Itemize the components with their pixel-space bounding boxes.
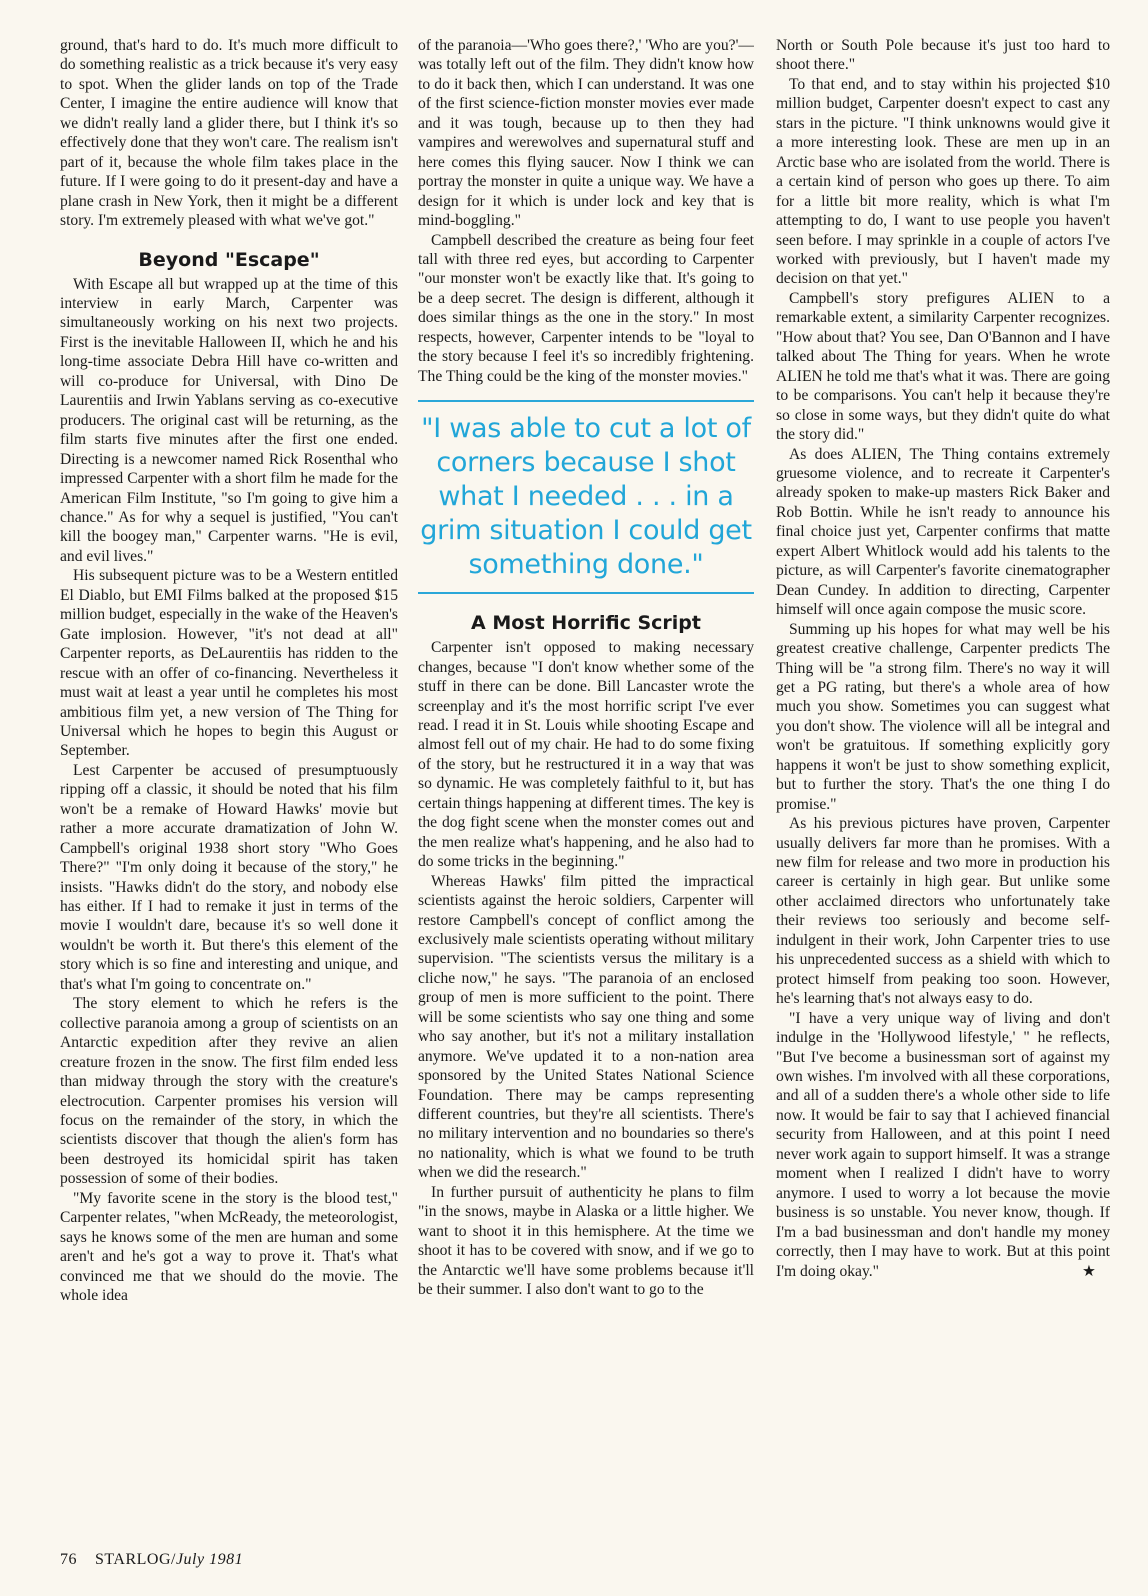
end-mark-star-icon: ★	[1082, 1262, 1096, 1280]
page-footer: 76 STARLOG/July 1981	[60, 1551, 244, 1568]
article-paragraph: As does ALIEN, The Thing contains extremely gruesome violence, and to recreate it Carpenter's already spoken to make-up masters Rick Baker and Rob Bottin. While he isn't ready to announce his final choice just yet, Carpenter confirms that matte expert Albert Whitlock would add his talents to the picture, as will Carpenter's favorite cinematographer Dean Cundey. In addition to directing, Carpenter himself will once again compose the music score.	[776, 445, 1110, 619]
article-paragraph: North or South Pole because it's just too hard to shoot there."	[776, 37, 1110, 74]
article-paragraph: As his previous pictures have proven, Carpenter usually delivers far more than he promises. With a new film for release and two more in production his career is certainly in high gear. But unlike some other acclaimed directors who unfortunately take their reviews too seriously and become self-indulgent in their work, John Carpenter tries to use his unprecedented success as a shield with which to protect himself from peaking too soon. However, he's learning that's not always easy to do.	[776, 815, 1110, 1008]
article-paragraph: To that end, and to stay within his projected $10 million budget, Carpenter doesn't expect to cast any stars in the picture. "I think unknowns would give it a more interesting look. These are men up in an Arctic base who are isolated from the world. There is a certain kind of person who goes up there. To aim for a little bit more reality, which is what I'm attempting to do, I want to use people you haven't seen before. I may sprinkle in a couple of actors I've worked with previously, but I haven't made my decision on that yet."	[776, 75, 1110, 288]
article-paragraph: With Escape all but wrapped up at the time of this interview in early March, Carpenter was simultaneously working on his next two projects. First is the inevitable Halloween II, which he and his long-time associate Debra Hill have co-written and will co-produce for Universal, with Dino De Laurentiis and Irwin Yablans serving as co-executive producers. The original cast will be returning, as the film starts five minutes after the first one ended. Directing is a newcomer named Rick Rosenthal who impressed Carpenter with a short film he made for the American Film Institute, "so I'm going to give him a chance." As for why a sequel is justified, "You can't kill the boogey man," Carpenter warns. "He is evil, and evil lives."	[60, 275, 398, 565]
article-paragraph: ground, that's hard to do. It's much more difficult to do something realistic as a trick because it's very easy to spot. When the glider lands on top of the Trade Center, I imagine the entire audience will know that we didn't really land a glider there, but I think it's so effectively done that they won't care. The realism isn't part of it, because the whole film takes place in the future. If I were going to do it present-day and have a plane crash in New York, then it might be a different story. I'm extremely pleased with what we've got."	[60, 37, 398, 230]
column-3	[776, 36, 1110, 1536]
pull-quote: "I was able to cut a lot of corners because I shot what I needed . . . in a grim situation I could get something done."	[418, 400, 754, 594]
article-paragraph-last	[776, 1009, 1110, 1281]
issue-date: July 1981	[175, 1551, 244, 1568]
subheading-horrific-script: A Most Horrific Script	[471, 612, 701, 635]
column-1	[60, 36, 398, 1536]
article-paragraph: "My favorite scene in the story is the blood test," Carpenter relates, "when McReady, the meteorologist, says he knows some of the men are human and some aren't and he's got a way to prove it. That's what convinced me that we should do the movie. The whole idea	[60, 1189, 398, 1305]
page-number: 76	[60, 1551, 77, 1568]
magazine-name: STARLOG	[95, 1551, 171, 1568]
article-paragraph: Campbell's story prefigures ALIEN to a remarkable extent, a similarity Carpenter recognizes. "How about that? You see, Dan O'Bannon and I have talked about The Thing for years. When he wrote ALIEN he told me that's what it was. There are going to be comparisons. You can't help it because they're so close in some ways, but they didn't quite do what the story did."	[776, 289, 1110, 444]
article-paragraph: Carpenter isn't opposed to making necessary changes, because "I don't know whether some of the stuff in there can be done. Bill Lancaster wrote the screenplay and it's the most horrific script I've ever read. I read it in St. Louis while shooting Escape and almost fell out of my chair. He had to do some fixing of the story, but he restructured it in a way that was so dynamic. He was completely faithful to it, but has certain things happening at different times. The key is the dog fight scene when the monster comes out and the men realize what's happening, and he also had to do some tricks in the beginning."	[418, 639, 754, 871]
article-paragraph: His subsequent picture was to be a Western entitled El Diablo, but EMI Films balked at the proposed $15 million budget, especially in the wake of the Heaven's Gate implosion. However, "it's not dead at all" Carpenter reports, as DeLaurentiis has ridden to the rescue with an offer of co-financing. Nevertheless it must wait at least a year until he completes his most ambitious film yet, a new version of The Thing for Universal which he hopes to begin this August or September.	[60, 567, 398, 760]
article-paragraph: Summing up his hopes for what may well be his greatest creative challenge, Carpenter predicts The Thing will be "a strong film. There's no way it will get a PG rating, but there's a whole area of how much you show. Sometimes you can suggest what you don't show. The violence will all be integral and won't be gratuitous. If something explicitly gory happens it won't be just to show something explicit, but to further the story. That's the one thing I do promise."	[776, 620, 1110, 813]
subheading-beyond-escape: Beyond "Escape"	[138, 248, 320, 271]
last-paragraph-text: "I have a very unique way of living and don't indulge in the 'Hollywood lifestyle,' " he reflects, "But I've become a businessman sort of against my own wishes. I'm involved with all these corporations, and all of a sudden there's a whole other side to life now. It would be fair to say that I achieved financial security from Halloween, and at this point I need never work again to support himself. It was a strange moment when I realized I didn't have to worry anymore. I used to worry a lot because the movie business is so unstable. You never know, though. If I'm a bad businessman and don't handle my money correctly, then I may have to work. But at this point I'm doing okay."	[776, 1009, 1110, 1280]
article-paragraph: The story element to which he refers is the collective paranoia among a group of scientists on an Antarctic expedition after they revive an alien creature frozen in the snow. The first film ended less than midway through the story with the creature's electrocution. Carpenter promises his version will focus on the remainder of the story, in which the scientists discover that though the alien's form has been destroyed its homicidal spirit has taken possession of some of their bodies.	[60, 995, 398, 1188]
article-paragraph: Whereas Hawks' film pitted the impractical scientists against the heroic soldiers, Carpenter will restore Campbell's concept of conflict among the exclusively male scientists operating without military supervision. "The scientists versus the military is a cliche now," he says. "The paranoia of an enclosed group of men is more sufficient to the point. There will be some scientists who say one thing and some who say another, but it's not a military installation anymore. We've updated it to a non-nation area sponsored by the United States National Science Foundation. There may be camps representing different countries, but they're all scientists. There's no military intervention and no boundaries so there's no nationality, which is what we found to be truth when we did the research."	[418, 872, 754, 1182]
article-paragraph: Lest Carpenter be accused of presumptuously ripping off a classic, it should be noted that his film won't be a remake of Howard Hawks' movie but rather a more accurate dramatization of John W. Campbell's original 1938 short story "Who Goes There?" "I'm only doing it because of the story," he insists. "Hawks didn't do the story, and nobody else has either. If I had to remake it just in terms of the movie I wouldn't dare, because it's so well done it wouldn't be worth it. But there's this element of the story which is so fine and interesting and unique, and that's what I'm going to concentrate on."	[60, 761, 398, 993]
article-paragraph: Campbell described the creature as being four feet tall with three red eyes, but according to Carpenter "our monster won't be exactly like that. It's going to be a deep secret. The design is different, although it does similar things as the one in the story." In most respects, however, Carpenter intends to be "loyal to the story because I feel it's so incredibly frightening. The Thing could be the king of the monster movies."	[418, 231, 754, 385]
article-paragraph: In further pursuit of authenticity he plans to film "in the snows, maybe in Alaska or a little higher. We want to shoot it in this hemisphere. At the time we shoot it has to be covered with snow, and if we go to the Antarctic we'll have some problems because it'll be their summer. I also don't want to go to the	[418, 1183, 754, 1299]
column-2	[418, 36, 754, 1536]
article-paragraph: of the paranoia—'Who goes there?,' 'Who are you?'—was totally left out of the film. They didn't know how to do it back then, which I can understand. It was one of the first science-fiction monster movies ever made and it was tough, because up to then they had vampires and werewolves and supernatural stuff and here comes this flying saucer. Now I think we can portray the monster in quite a unique way. We have a design for it which is under lock and key that is mind-boggling."	[418, 37, 754, 230]
